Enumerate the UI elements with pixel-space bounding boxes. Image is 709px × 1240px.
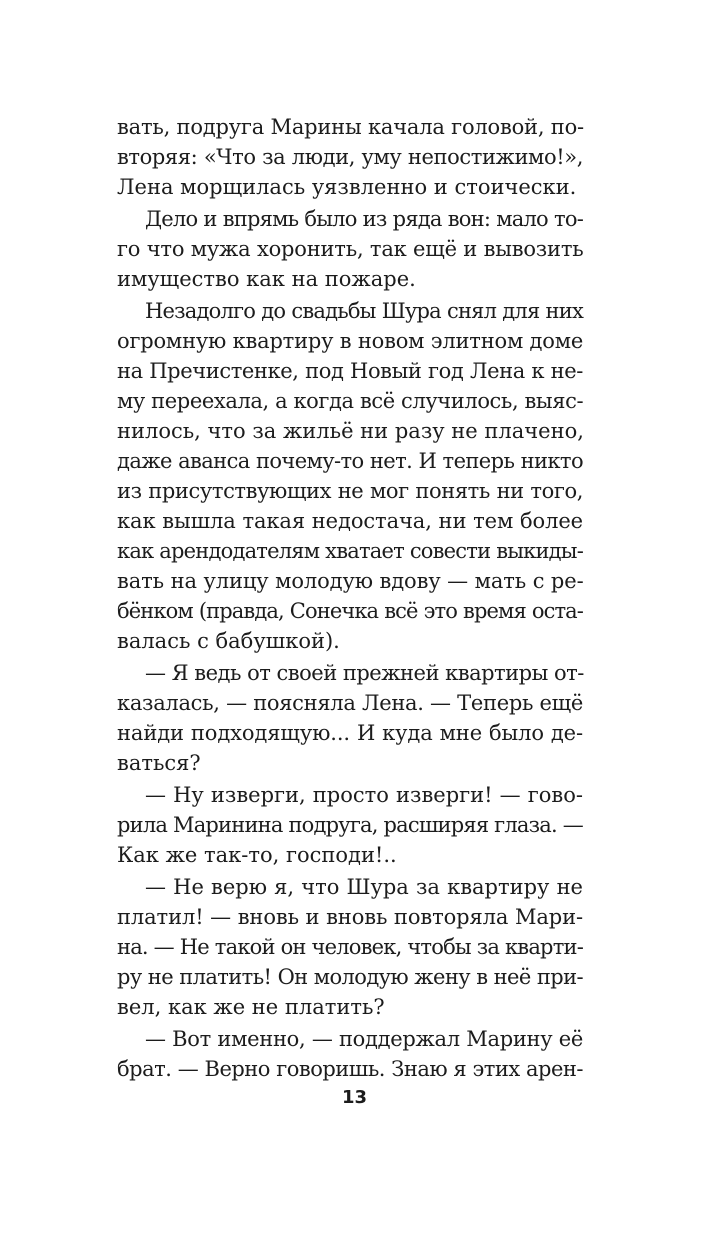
text-line: го что мужа хоронить, так ещё и вывозить (117, 237, 584, 261)
text-line: Как же так-то, господи!.. (117, 843, 397, 867)
text-line: ваться? (117, 751, 201, 775)
text-line: на Пречистенке, под Новый год Лена к не- (117, 359, 583, 383)
text-line: огромную квартиру в новом элитном доме (117, 329, 584, 353)
text-line: вторяя: «Что за люди, уму непостижимо!», (117, 145, 583, 169)
text-line: найди подходящую... И куда мне было де- (117, 721, 583, 745)
text-line: даже аванса почему-то нет. И теперь никто (117, 449, 583, 473)
text-line: брат. — Верно говоришь. Знаю я этих арен- (117, 1057, 583, 1081)
paragraph-first-line: Незадолго до свадьбы Шура снял для них (145, 299, 583, 323)
text-line: му переехала, а когда всё случилось, выяс- (117, 389, 584, 413)
text-line: платил! — вновь и вновь повторяла Мари- (117, 905, 583, 929)
text-line: на. — Не такой он человек, чтобы за кварти- (117, 935, 583, 959)
text-line: вать на улицу молодую вдову — мать с ре- (117, 569, 584, 593)
paragraph-first-line: — Вот именно, — поддержал Марину её (145, 1027, 583, 1051)
text-line: имущество как на пожаре. (117, 267, 416, 291)
text-line: нилось, что за жильё ни разу не плачено, (117, 419, 584, 443)
text-line: вел, как же не платить? (117, 995, 385, 1019)
text-line: ру не платить! Он молодую жену в неё при- (117, 965, 583, 989)
paragraph-first-line: — Я ведь от своей прежней квартиры от- (145, 661, 584, 685)
paragraph-first-line: — Ну изверги, просто изверги! — гово- (145, 783, 583, 807)
paragraph-first-line: Дело и впрямь было из ряда вон: мало то- (145, 207, 583, 231)
text-line: как арендодателям хватает совести выкиды- (117, 539, 583, 563)
text-line: бёнком (правда, Сонечка всё это время оста- (117, 599, 583, 623)
text-line: как вышла такая недостача, ни тем более (117, 509, 583, 533)
page-number: 13 (341, 1087, 368, 1108)
text-line: вать, подруга Марины качала головой, по- (117, 115, 584, 139)
text-line: рила Маринина подруга, расширяя глаза. — (117, 813, 583, 837)
paragraph-first-line: — Не верю я, что Шура за квартиру не (145, 875, 583, 899)
text-line: казалась, — поясняла Лена. — Теперь ещё (117, 691, 583, 715)
text-line: валась с бабушкой). (117, 629, 340, 653)
text-line: Лена морщилась уязвленно и стоически. (117, 175, 577, 199)
text-line: из присутствующих не мог понять ни того, (117, 479, 583, 503)
